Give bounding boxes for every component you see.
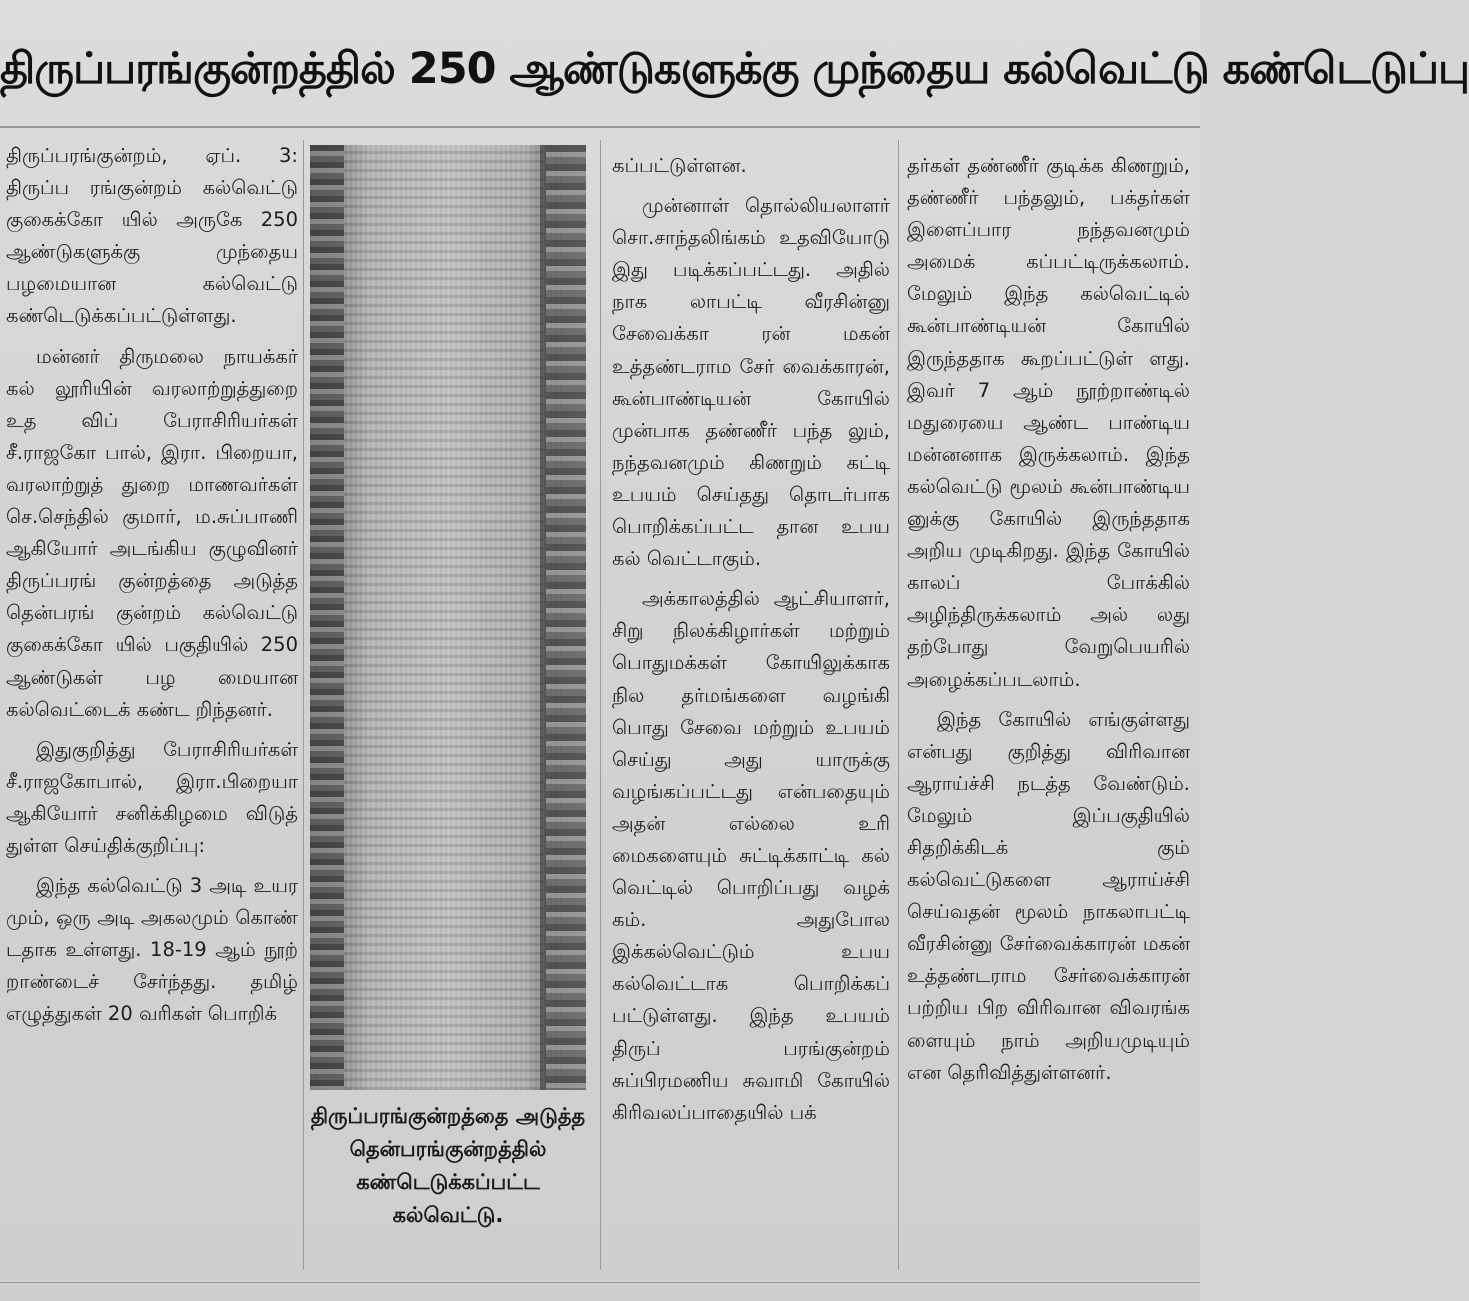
paragraph: திருப்பரங்குன்றம், ஏப். 3: திருப்ப ரங்குன்றம் கல்வெட்டு குகைக்கோ யில் அருகே 250 ஆண்டுகளுக்கு முந்தைய பழமையான கல்வெட்டு கண்டெடுக்கப்பட்டுள்ளது. [6, 144, 298, 328]
paragraph: இந்த கோயில் எங்குள்ளது என்பது குறித்து விரிவான ஆராய்ச்சி நடத்த வேண்டும். மேலும் இப்பகுதியில் சிதறிக்கிடக் கும் கல்வெட்டுகளை ஆராய்ச்சி செய்வதன் மூலம் நாகலாபட்டி வீரசின்னு சேர்வைக்காரன் மகன் உத்தண்டராம சேர்வைக்காரன் பற்றிய பிற விரிவான விவரங்க ளையும் நாம் அறியமுடியும் என தெரிவித்துள்ளனர். [907, 707, 1190, 1084]
photo-caption: திருப்பரங்குன்றத்தை அடுத்த தென்பரங்குன்றத்தில் கண்டெடுக்கப்பட்ட கல்வெட்டு. [310, 1104, 586, 1227]
photo-vegetation-left [310, 145, 344, 1090]
paragraph: கப்பட்டுள்ளன. [612, 154, 747, 177]
article-column-3 [612, 150, 890, 1137]
headline-rule [0, 126, 1200, 128]
paragraph: தர்கள் தண்ணீர் குடிக்க கிணறும், தண்ணீர் பந்தலும், பக்தர்கள் இளைப்பார நந்தவனமும் அமைக் கப்பட்டிருக்கலாம். மேலும் இந்த கல்வெட்டில் கூன்பாண்டியன் கோயில் இருந்ததாக கூறப்பட்டுள் ளது. இவர் 7 ஆம் நூற்றாண்டில் மதுரையை ஆண்ட பாண்டிய மன்னனாக இருக்கலாம். இந்த கல்வெட்டு மூலம் கூன்பாண்டிய னுக்கு கோயில் இருந்ததாக அறிய முடிகிறது. இந்த கோயில் காலப் போக்கில் அழிந்திருக்கலாம் அல் லது தற்போது வேறுபெயரில் அழைக்கப்படலாம். [907, 154, 1190, 691]
column-divider [898, 140, 899, 1270]
article-column-1 [6, 140, 298, 1039]
paragraph: அக்காலத்தில் ஆட்சியாளர், சிறு நிலக்கிழார்கள் மற்றும் பொதுமக்கள் கோயிலுக்காக நில தர்மங்களை வழங்கி பொது சேவை மற்றும் உபயம் செய்து அது யாருக்கு வழங்கப்பட்டது என்பதையும் அதன் எல்லை உரி மைகளையும் சுட்டிக்காட்டி கல் வெட்டில் பொறிப்பது வழக் கம். அதுபோல இக்கல்வெட்டும் உபய கல்வெட்டாக பொறிக்கப் பட்டுள்ளது. இந்த உபயம் திருப் பரங்குன்றம் சுப்பிரமணிய சுவாமி கோயில் கிரிவலப்பாதையில் பக் [612, 587, 890, 1124]
column-divider [303, 140, 304, 1270]
paragraph: இந்த கல்வெட்டு 3 அடி உயர மும், ஒரு அடி அகலமும் கொண் டதாக உள்ளது. 18-19 ஆம் நூற் றாண்டைச் சேர்ந்தது. தமிழ் எழுத்துகள் 20 வரிகள் பொறிக் [6, 874, 298, 1026]
column-divider [600, 140, 601, 1270]
paragraph: முன்னாள் தொல்லியலாளர் சொ.சாந்தலிங்கம் உதவியோடு இது படிக்கப்பட்டது. அதில் நாக லாபட்டி வீரசின்னு சேவைக்கா ரன் மகன் உத்தண்டராம சேர் வைக்காரன், கூன்பாண்டியன் கோயில் முன்பாக தண்ணீர் பந்த லும், நந்தவனமும் கிணறும் கட்டி உபயம் செய்தது தொடர்பாக பொறிக்கப்பட்ட தான உபய கல் வெட்டாகும். [612, 194, 890, 571]
photo-vegetation-right [546, 145, 586, 1090]
headline: திருப்பரங்குன்றத்தில் 250 ஆண்டுகளுக்கு முந்தைய கல்வெட்டு கண்டெடுப்பு [0, 44, 1469, 94]
article-column-4 [907, 150, 1190, 1097]
photo-stone-slab [344, 145, 544, 1090]
inscription-stone-photo [310, 145, 586, 1090]
paragraph: இதுகுறித்து பேராசிரியர்கள் சீ.ராஜகோபால், இரா.பிறையா ஆகியோர் சனிக்கிழமை விடுத் துள்ள செய்திக்குறிப்பு: [6, 737, 298, 857]
bottom-rule [0, 1282, 1200, 1283]
paragraph: மன்னர் திருமலை நாயக்கர் கல் லூரியின் வரலாற்றுத்துறை உத விப் பேராசிரியர்கள் சீ.ராஜகோ பால், இரா. பிறையா, வரலாற்றுத் துறை மாணவர்கள் செ.செந்தில் குமார், ம.சுப்பாணி ஆகியோர் அடங்கிய குழுவினர் திருப்பரங் குன்றத்தை அடுத்த தென்பரங் குன்றம் கல்வெட்டு குகைக்கோ யில் பகுதியில் 250 ஆண்டுகள் பழ மையான கல்வெட்டைக் கண்ட றிந்தனர். [6, 344, 298, 721]
